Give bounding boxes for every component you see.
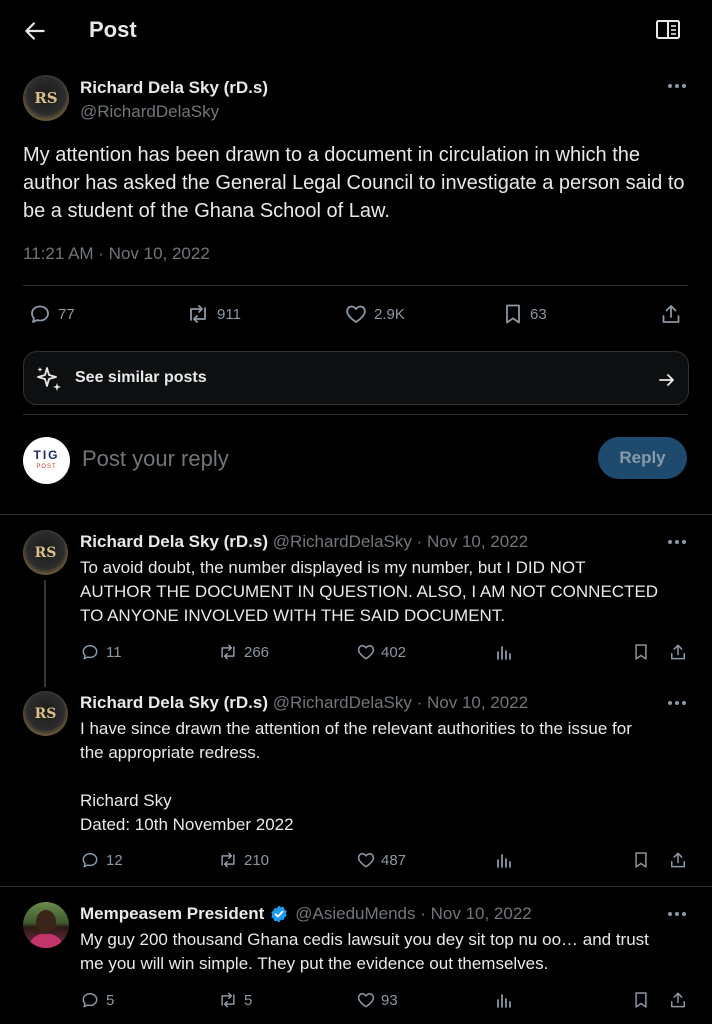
reply-header [80, 904, 532, 924]
like-action[interactable] [356, 990, 398, 1010]
page-title: Post [89, 17, 137, 42]
like-count: 402 [381, 643, 407, 661]
heart-icon [344, 302, 368, 326]
sparkle-icon [34, 364, 64, 394]
reply-meta[interactable]: @AsieduMends · Nov 10, 2022 [295, 904, 532, 923]
avatar-monogram: RS [34, 544, 57, 561]
repost-action[interactable] [217, 642, 269, 662]
repost-count: 911 [217, 305, 241, 323]
post-timestamp[interactable]: 11:21 AM · Nov 10, 2022 [23, 244, 210, 263]
more-icon [668, 540, 686, 544]
more-options-button[interactable] [668, 540, 686, 544]
repost-count: 210 [244, 851, 270, 869]
more-options-button[interactable] [668, 912, 686, 916]
repost-icon [217, 990, 239, 1010]
avatar-face [36, 910, 56, 934]
avatar[interactable] [23, 530, 68, 575]
views-button[interactable] [495, 991, 513, 1009]
divider [23, 414, 688, 415]
share-button[interactable] [668, 642, 688, 662]
reply-line: TO ANYONE INVOLVED WITH THE SAID DOCUMENT. [80, 606, 506, 625]
book-icon [655, 19, 681, 41]
like-action[interactable] [356, 850, 406, 870]
reply-line: AUTHOR THE DOCUMENT IN QUESTION. ALSO, I AM NOT CONNECTED [80, 582, 659, 601]
reply-author-name[interactable]: Richard Dela Sky (rD.s) [80, 532, 269, 551]
back-button[interactable] [22, 18, 48, 44]
repost-icon [217, 850, 239, 870]
avatar[interactable] [23, 691, 68, 736]
bookmark-button[interactable] [632, 642, 650, 662]
repost-action[interactable] [185, 302, 241, 326]
reply-line: My guy 200 thousand Ghana cedis lawsuit you dey sit top nu oo… and trust [80, 930, 649, 949]
share-icon [668, 990, 688, 1010]
repost-action[interactable] [217, 850, 269, 870]
reply-text [80, 928, 690, 976]
my-avatar[interactable] [23, 437, 70, 484]
post-text: My attention has been drawn to a document in circulation in which the author has asked the General Legal Council to investigate a person said to be a student of the Ghana School of Law. [23, 144, 685, 222]
share-button[interactable] [668, 990, 688, 1010]
views-button[interactable] [495, 643, 513, 661]
analytics-icon [495, 991, 513, 1009]
reply-line: I have since drawn the attention of the relevant authorities to the issue for [80, 719, 632, 738]
arrow-right-icon [657, 370, 677, 390]
repost-count: 266 [244, 643, 270, 661]
bookmark-icon [632, 642, 650, 662]
thread-line [44, 580, 46, 687]
avatar[interactable] [23, 902, 69, 948]
divider [0, 886, 712, 887]
repost-action[interactable] [217, 990, 252, 1010]
reply-line: Richard Sky [80, 791, 172, 810]
share-icon [668, 642, 688, 662]
heart-icon [356, 990, 376, 1010]
reply-action[interactable] [80, 850, 123, 870]
more-icon [668, 84, 686, 88]
reply-icon [80, 850, 100, 870]
avatar-monogram: RS [34, 89, 58, 107]
verified-badge-icon [269, 904, 289, 924]
reply-line: To avoid doubt, the number displayed is my number, but I DID NOT [80, 558, 586, 577]
author-name[interactable]: Richard Dela Sky (rD.s) [80, 78, 269, 97]
analytics-icon [495, 643, 513, 661]
reply-author-name[interactable]: Mempeasem President [80, 904, 265, 923]
more-icon [668, 701, 686, 705]
arrow-left-icon [22, 18, 48, 44]
share-button[interactable] [659, 302, 683, 326]
reply-count: 12 [106, 851, 123, 869]
more-icon [668, 912, 686, 916]
reply-count: 11 [106, 643, 122, 661]
avatar-monogram: RS [34, 705, 57, 722]
reply-header [80, 532, 528, 552]
reply-action[interactable] [80, 642, 122, 662]
reply-author-name[interactable]: Richard Dela Sky (rD.s) [80, 693, 269, 712]
bookmark-button[interactable] [632, 990, 650, 1010]
like-count: 2.9K [374, 305, 405, 323]
reply-count: 5 [106, 991, 115, 1009]
heart-icon [356, 642, 376, 662]
reply-line: the appropriate redress. [80, 743, 261, 762]
reply-action[interactable] [80, 990, 114, 1010]
reply-text [80, 556, 680, 628]
reply-line [80, 765, 680, 789]
avatar-logo-bottom: POST [36, 464, 57, 470]
avatar-logo-top: TIG [33, 448, 60, 462]
like-action[interactable] [344, 302, 405, 326]
like-count: 487 [381, 851, 407, 869]
divider [23, 285, 688, 286]
see-similar-label: See similar posts [75, 369, 207, 386]
reply-icon [28, 302, 52, 326]
views-button[interactable] [495, 851, 513, 869]
like-action[interactable] [356, 642, 406, 662]
heart-icon [356, 850, 376, 870]
bookmark-icon [502, 302, 524, 326]
avatar-shirt [29, 934, 63, 948]
reply-line: Dated: 10th November 2022 [80, 815, 294, 834]
avatar[interactable] [23, 75, 69, 121]
repost-count: 5 [244, 991, 253, 1009]
bookmark-button[interactable] [632, 850, 650, 870]
reply-count: 77 [58, 305, 75, 323]
repost-icon [185, 302, 211, 326]
bookmark-icon [632, 990, 650, 1010]
reply-input[interactable]: Post your reply [82, 446, 229, 471]
divider [0, 514, 712, 515]
reader-mode-button[interactable] [655, 19, 681, 43]
reply-header [80, 693, 528, 713]
reply-icon [80, 990, 100, 1010]
reply-meta[interactable]: @RichardDelaSky · Nov 10, 2022 [272, 532, 529, 551]
share-icon [659, 302, 683, 326]
share-icon [668, 850, 688, 870]
reply-action[interactable] [28, 302, 75, 326]
reply-line: me you will win simple. They put the evidence out themselves. [80, 954, 549, 973]
more-options-button[interactable] [668, 84, 686, 88]
like-count: 93 [381, 991, 398, 1009]
see-similar-posts-button[interactable] [23, 351, 689, 405]
reply-text [80, 717, 680, 837]
bookmark-icon [632, 850, 650, 870]
bookmark-action[interactable] [502, 302, 547, 326]
reply-submit-button[interactable] [598, 437, 687, 479]
more-options-button[interactable] [668, 701, 686, 705]
reply-meta[interactable]: @RichardDelaSky · Nov 10, 2022 [272, 693, 529, 712]
repost-icon [217, 642, 239, 662]
analytics-icon [495, 851, 513, 869]
bookmark-count: 63 [530, 305, 547, 323]
author-handle[interactable]: @RichardDelaSky [80, 102, 220, 121]
reply-button-label: Reply [619, 448, 666, 467]
share-button[interactable] [668, 850, 688, 870]
reply-icon [80, 642, 100, 662]
